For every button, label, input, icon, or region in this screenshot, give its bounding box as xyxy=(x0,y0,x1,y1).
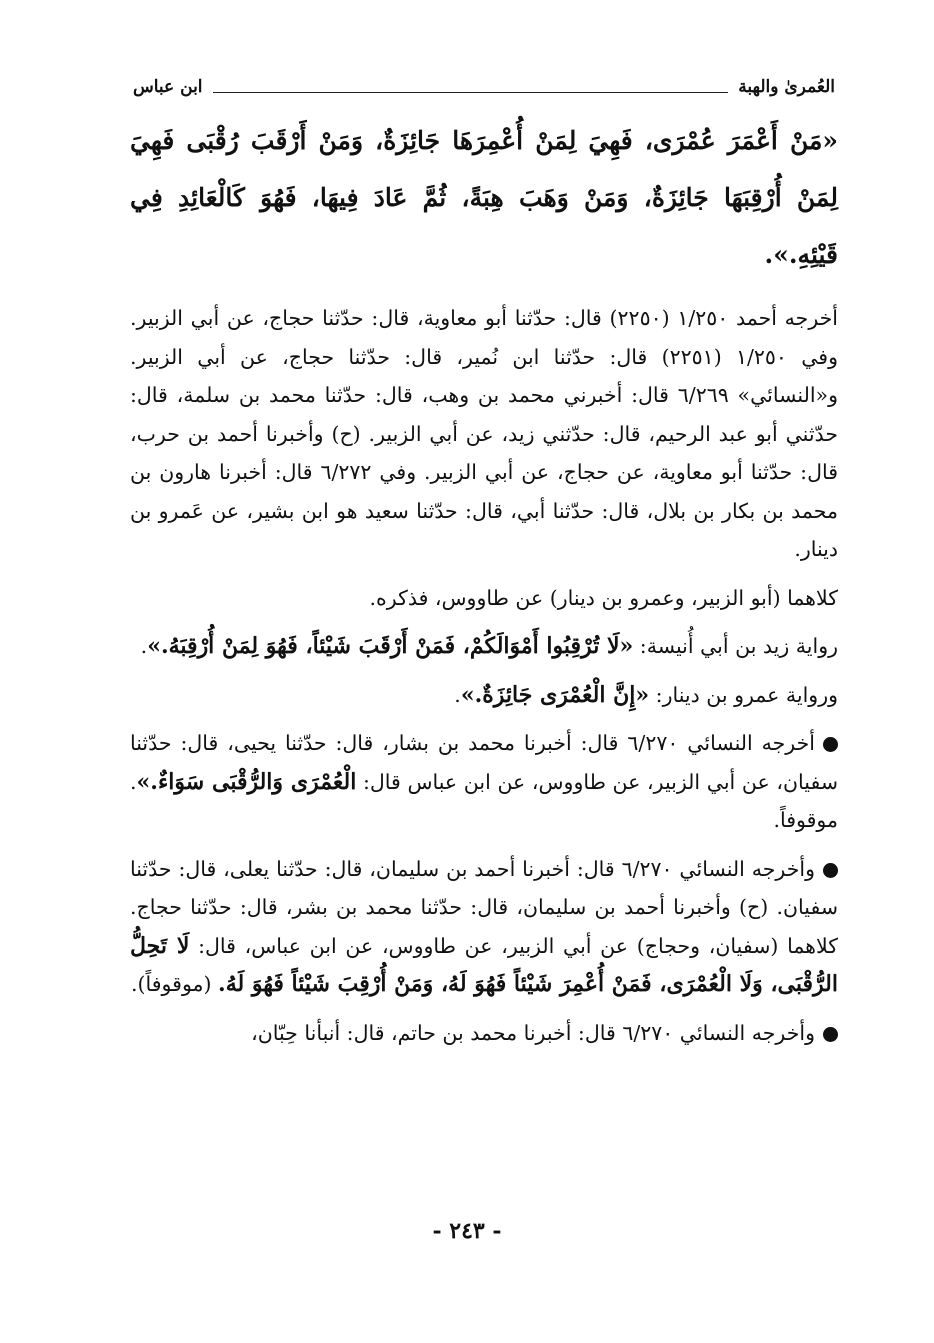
paragraph-quote: الْعُمْرَى وَالرُّقْبَى سَوَاءٌ.» xyxy=(136,768,357,795)
paragraph-quote: لَا تَحِلُّ الرُّقْبَى، وَلَا الْعُمْرَى، فَمَنْ أُعْمِرَ شَيْئاً فَهُوَ لَهُ، وَمَنْ أُرْقِبَ شَيْئاً فَهُوَ لَهُ. xyxy=(130,932,838,997)
bullet-icon xyxy=(823,1027,838,1042)
paragraph-end: . موقوفاً. xyxy=(130,769,838,832)
nasai-paragraph-3 xyxy=(130,1014,838,1053)
narration-intro: رواية زيد بن أبي أُنيسة: xyxy=(633,634,838,658)
paragraph-text: وأخرجه النسائي ٦/٢٧٠ قال: أخبرنا محمد بن حاتم، قال: أنبأنا حِبّان، xyxy=(251,1020,815,1045)
narration-end: . xyxy=(140,634,148,658)
running-header xyxy=(133,70,835,104)
header-rule xyxy=(213,92,729,93)
bullet-icon xyxy=(823,863,838,878)
paragraph-text: أخرجه النسائي ٦/٢٧٠ قال: أخبرنا محمد بن بشار، قال: حدّثنا يحيى، قال: حدّثنا سفيان، عن أبي الزبير، عن طاووس، عن ابن عباس قال: xyxy=(130,731,838,794)
amr-narration-paragraph xyxy=(130,676,838,715)
page-number: - ٢٤٣ - xyxy=(432,1218,502,1244)
page-body xyxy=(130,112,838,1062)
nasai-paragraph-2 xyxy=(130,850,838,1004)
zaid-narration-paragraph xyxy=(130,627,838,666)
hadith-text: «مَنْ أَعْمَرَ عُمْرَى، فَهِيَ لِمَنْ أُعْمِرَهَا جَائِزَةٌ، وَمَنْ أَرْقَبَ رُقْبَى فَهِيَ لِمَنْ أُرْقِبَهَا جَائِزَةٌ، وَمَنْ وَهَبَ هِبَةً، ثُمَّ عَادَ فِيهَا، فَهُوَ كَالْعَائِدِ فِي قَيْئِهِ.». xyxy=(130,126,838,269)
header-section-title: ابن عباس xyxy=(133,77,203,97)
header-chapter-title: العُمرىٰ والهبة xyxy=(738,77,835,97)
narration-quote: «إِنَّ الْعُمْرَى جَائِزَةٌ.» xyxy=(460,681,650,708)
narration-quote: «لَا تُرْقِبُوا أَمْوَالَكُمْ، فَمَنْ أَرْقَبَ شَيْئاً، فَهُوَ لِمَنْ أُرْقِبَهُ.» xyxy=(147,633,634,659)
bullet-icon xyxy=(823,737,838,752)
narration-intro: ورواية عمرو بن دينار: xyxy=(649,682,838,707)
takhrij-paragraph-2: كلاهما (أبو الزبير، وعمرو بن دينار) عن طاووس، فذكره. xyxy=(369,585,838,610)
paragraph-end: (موقوفاً). xyxy=(131,972,219,996)
narration-end: . xyxy=(454,682,461,707)
paragraph-text: وأخرجه النسائي ٦/٢٧٠ قال: أخبرنا أحمد بن سليمان، قال: حدّثنا يعلى، قال: حدّثنا سفيان. (ح) وأخبرنا أحمد بن سليمان، قال: حدّثنا محمد بن بشر، قال: حدّثنا حجاج. كلاهما (سفيان، وحجاج) عن أبي الزبير، عن طاووس، عن ابن عباس، قال: xyxy=(130,856,838,958)
nasai-paragraph-1 xyxy=(130,724,838,840)
takhrij-paragraph-1: أخرجه أحمد ١/٢٥٠ (٢٢٥٠) قال: حدّثنا أبو معاوية، قال: حدّثنا حجاج، عن أبي الزبير. وفي ١/٢٥٠ (٢٢٥١) قال: حدّثنا ابن نُمير، قال: حدّثنا حجاج، عن أبي الزبير. و«النسائي» ٦/٢٦٩ قال: أخبرني محمد بن وهب، قال: حدّثنا محمد بن سلمة، قال: حدّثني أبو عبد الرحيم، قال: حدّثني زيد، عن أبي الزبير. (ح) وأخبرنا أحمد بن حرب، قال: حدّثنا أبو معاوية، عن حجاج، عن أبي الزبير. وفي ٦/٢٧٢ قال: أخبرنا هارون بن محمد بن بكار بن بلال، قال: حدّثنا أبي، قال: حدّثنا سعيد هو ابن بشير، عن عَمرو بن دينار. xyxy=(130,306,839,561)
